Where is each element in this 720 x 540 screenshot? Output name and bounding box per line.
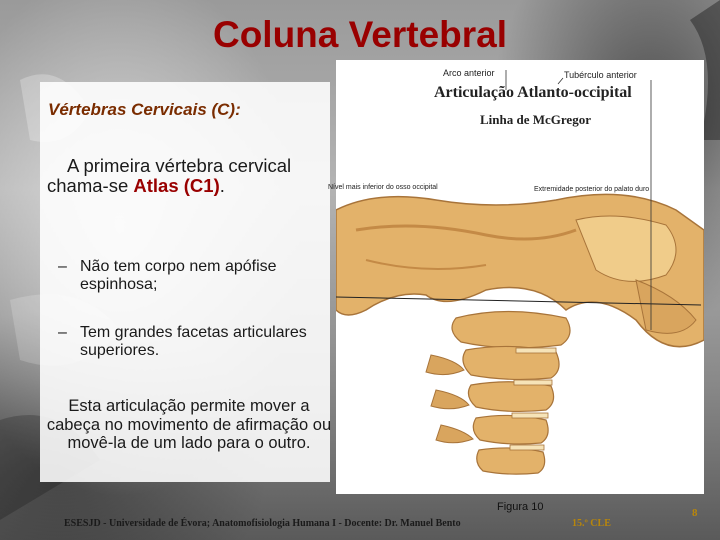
footer-text: ESESJD - Universidade de Évora; Anatomofisiologia Humana I - Docente: Dr. Manuel Bento — [64, 518, 461, 529]
anatomy-figure — [328, 60, 704, 494]
bullet-text: Tem grandes facetas articulares superiores. — [80, 324, 307, 359]
footer-course: 15.º CLE — [572, 518, 611, 529]
section-subtitle: Vértebras Cervicais (C): — [48, 100, 241, 119]
intro-text: A primeira vértebra cervical chama-se — [47, 155, 292, 196]
bullet-dash: – — [58, 258, 67, 275]
bullet-item — [58, 258, 330, 294]
closing-paragraph: Esta articulação permite mover a cabeça no movimento de afirmação ou movê-la de um lado para o outro. — [46, 397, 332, 452]
intro-paragraph — [47, 156, 322, 196]
intro-end: . — [219, 175, 225, 196]
figure-subtitle: Linha de McGregor — [480, 112, 591, 127]
figure-caption: Figura 10 — [497, 501, 544, 513]
label-nivel-occipital: Nível mais inferior do osso occipital — [328, 184, 438, 191]
figure-title: Articulação Atlanto-occipital — [434, 84, 632, 101]
slide-title: Coluna Vertebral — [212, 14, 508, 55]
bullet-dash: – — [58, 324, 67, 341]
bullet-item — [58, 324, 330, 360]
label-tuberculo-anterior: Tubérculo anterior — [564, 70, 637, 80]
atlas-term: Atlas (C1) — [133, 175, 220, 196]
label-extremidade-palato: Extremidade posterior do palato duro — [534, 186, 650, 193]
page-number: 8 — [692, 507, 698, 519]
label-arco-anterior: Arco anterior — [443, 68, 495, 78]
bullet-text: Não tem corpo nem apófise espinhosa; — [80, 258, 277, 293]
